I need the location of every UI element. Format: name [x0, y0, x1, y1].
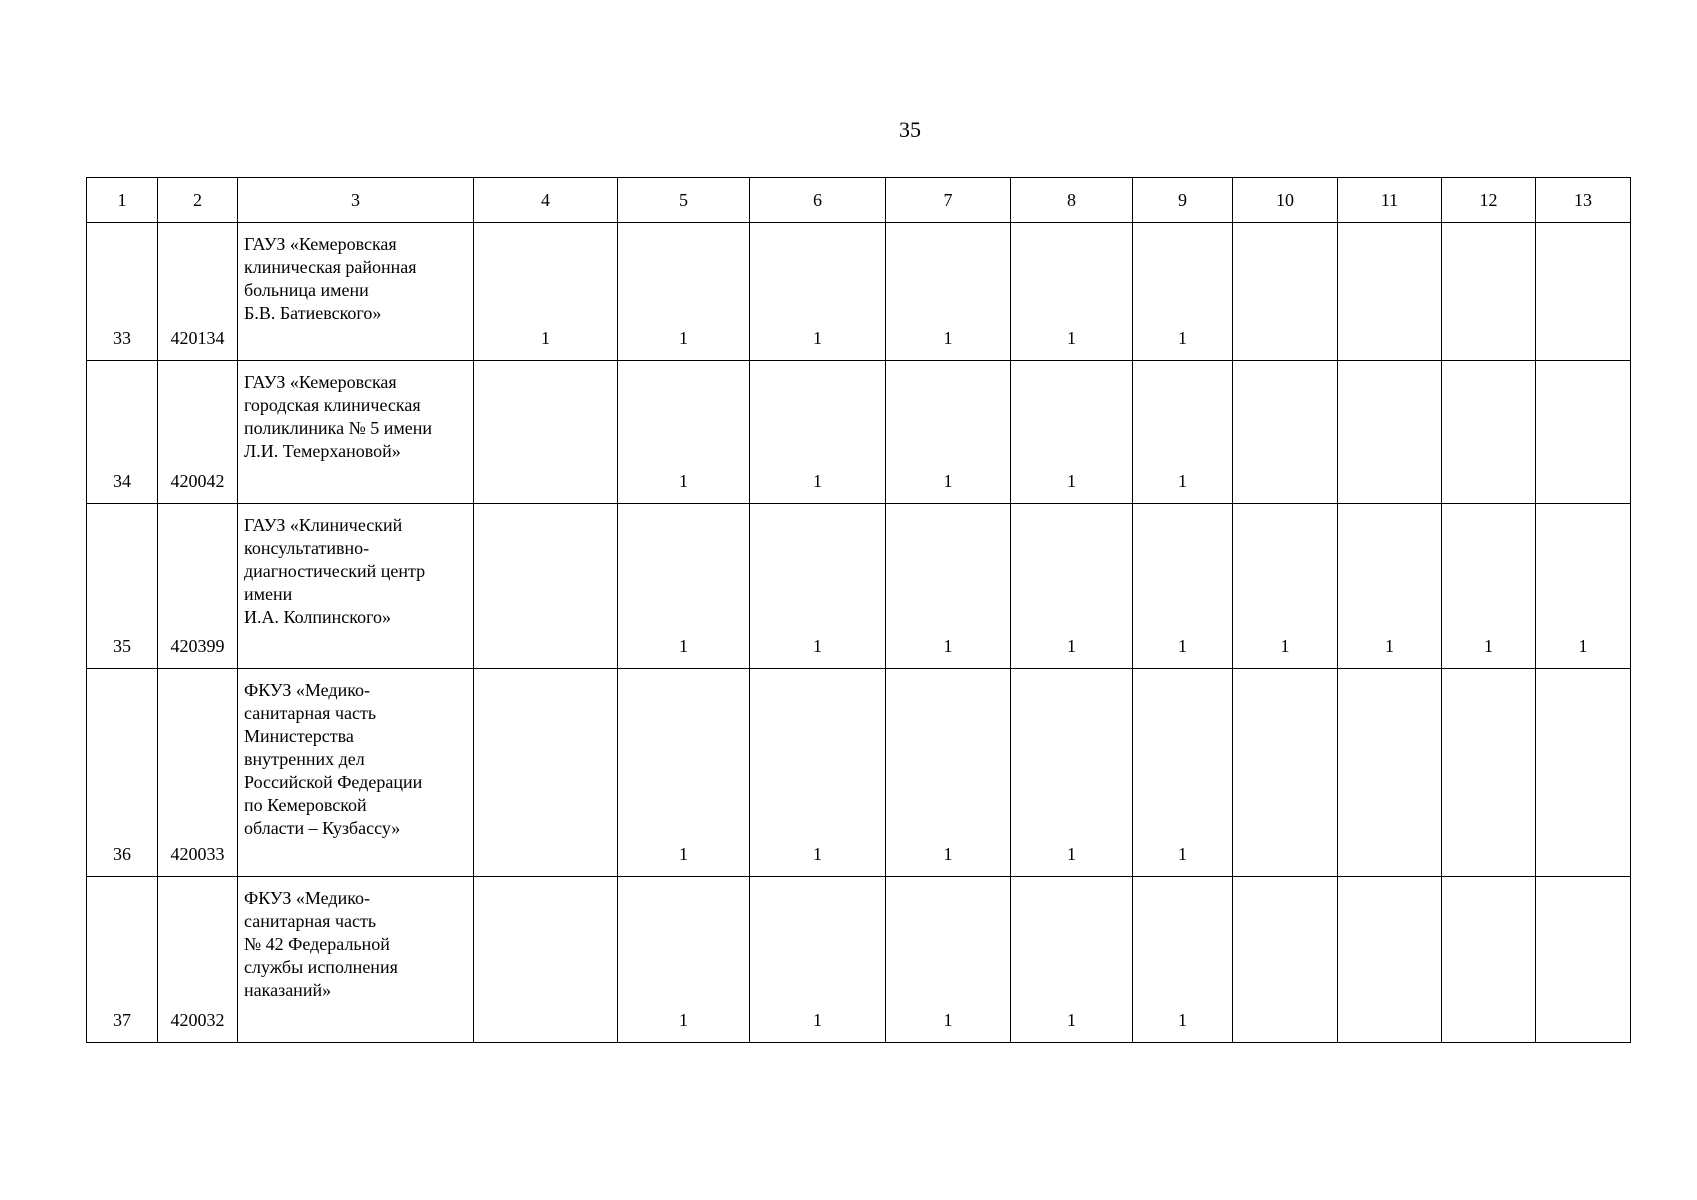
column-header: 4 [474, 178, 618, 223]
value-cell [1536, 223, 1631, 361]
value-cell [1442, 877, 1536, 1043]
organization-code-cell: 420134 [158, 223, 238, 361]
column-header: 13 [1536, 178, 1631, 223]
column-header: 7 [886, 178, 1011, 223]
value-cell [1536, 877, 1631, 1043]
column-header: 5 [618, 178, 750, 223]
column-header: 1 [87, 178, 158, 223]
value-cell: 1 [1338, 504, 1442, 669]
value-cell: 1 [886, 504, 1011, 669]
organization-code-cell: 420042 [158, 361, 238, 504]
organization-name-cell: ГАУЗ «Кемеровская городская клиническая поликлиника № 5 имени Л.И. Темерхановой» [238, 361, 474, 504]
value-cell: 1 [1133, 223, 1233, 361]
value-cell [474, 504, 618, 669]
table-row [87, 223, 1631, 361]
value-cell: 1 [886, 669, 1011, 877]
value-cell: 1 [618, 223, 750, 361]
column-header: 12 [1442, 178, 1536, 223]
value-cell [1442, 223, 1536, 361]
column-header: 10 [1233, 178, 1338, 223]
value-cell: 1 [618, 877, 750, 1043]
organization-name-cell: ФКУЗ «Медико- санитарная часть Министерства внутренних дел Российской Федерации по Кемеровской области – Кузбассу» [238, 669, 474, 877]
table-row [87, 361, 1631, 504]
value-cell [1338, 361, 1442, 504]
value-cell [1536, 669, 1631, 877]
organization-name-cell: ГАУЗ «Клинический консультативно- диагностический центр имени И.А. Колпинского» [238, 504, 474, 669]
data-table [86, 177, 1631, 1043]
value-cell [474, 877, 618, 1043]
value-cell: 1 [1011, 361, 1133, 504]
value-cell: 1 [618, 361, 750, 504]
column-header: 3 [238, 178, 474, 223]
row-number-cell: 34 [87, 361, 158, 504]
column-header: 9 [1133, 178, 1233, 223]
table-row [87, 877, 1631, 1043]
organization-code-cell: 420032 [158, 877, 238, 1043]
row-number-cell: 36 [87, 669, 158, 877]
organization-name-cell: ГАУЗ «Кемеровская клиническая районная больница имени Б.В. Батиевского» [238, 223, 474, 361]
value-cell: 1 [886, 877, 1011, 1043]
value-cell [1233, 669, 1338, 877]
value-cell: 1 [750, 504, 886, 669]
value-cell [1338, 669, 1442, 877]
organization-code-cell: 420033 [158, 669, 238, 877]
value-cell [1442, 361, 1536, 504]
row-number-cell: 33 [87, 223, 158, 361]
value-cell: 1 [1133, 361, 1233, 504]
value-cell [1536, 361, 1631, 504]
value-cell: 1 [750, 877, 886, 1043]
value-cell [474, 361, 618, 504]
row-number-cell: 37 [87, 877, 158, 1043]
value-cell: 1 [618, 669, 750, 877]
value-cell [1338, 877, 1442, 1043]
value-cell: 1 [750, 223, 886, 361]
organization-code-cell: 420399 [158, 504, 238, 669]
value-cell: 1 [1011, 223, 1133, 361]
value-cell [1233, 223, 1338, 361]
column-header: 2 [158, 178, 238, 223]
table-row [87, 504, 1631, 669]
value-cell: 1 [1011, 877, 1133, 1043]
value-cell: 1 [1133, 504, 1233, 669]
value-cell: 1 [1011, 504, 1133, 669]
column-header: 6 [750, 178, 886, 223]
value-cell: 1 [886, 223, 1011, 361]
value-cell: 1 [1536, 504, 1631, 669]
table-row [87, 669, 1631, 877]
row-number-cell: 35 [87, 504, 158, 669]
value-cell: 1 [1011, 669, 1133, 877]
value-cell [1338, 223, 1442, 361]
value-cell: 1 [618, 504, 750, 669]
value-cell [1233, 877, 1338, 1043]
organization-name-cell: ФКУЗ «Медико- санитарная часть № 42 Федеральной службы исполнения наказаний» [238, 877, 474, 1043]
value-cell: 1 [1133, 877, 1233, 1043]
value-cell: 1 [474, 223, 618, 361]
value-cell: 1 [1133, 669, 1233, 877]
column-header: 11 [1338, 178, 1442, 223]
value-cell [1233, 361, 1338, 504]
value-cell: 1 [750, 361, 886, 504]
page-number: 35 [899, 117, 921, 142]
value-cell: 1 [1233, 504, 1338, 669]
value-cell [1442, 669, 1536, 877]
header-row [87, 178, 1631, 223]
value-cell: 1 [750, 669, 886, 877]
value-cell [474, 669, 618, 877]
column-header: 8 [1011, 178, 1133, 223]
value-cell: 1 [886, 361, 1011, 504]
value-cell: 1 [1442, 504, 1536, 669]
